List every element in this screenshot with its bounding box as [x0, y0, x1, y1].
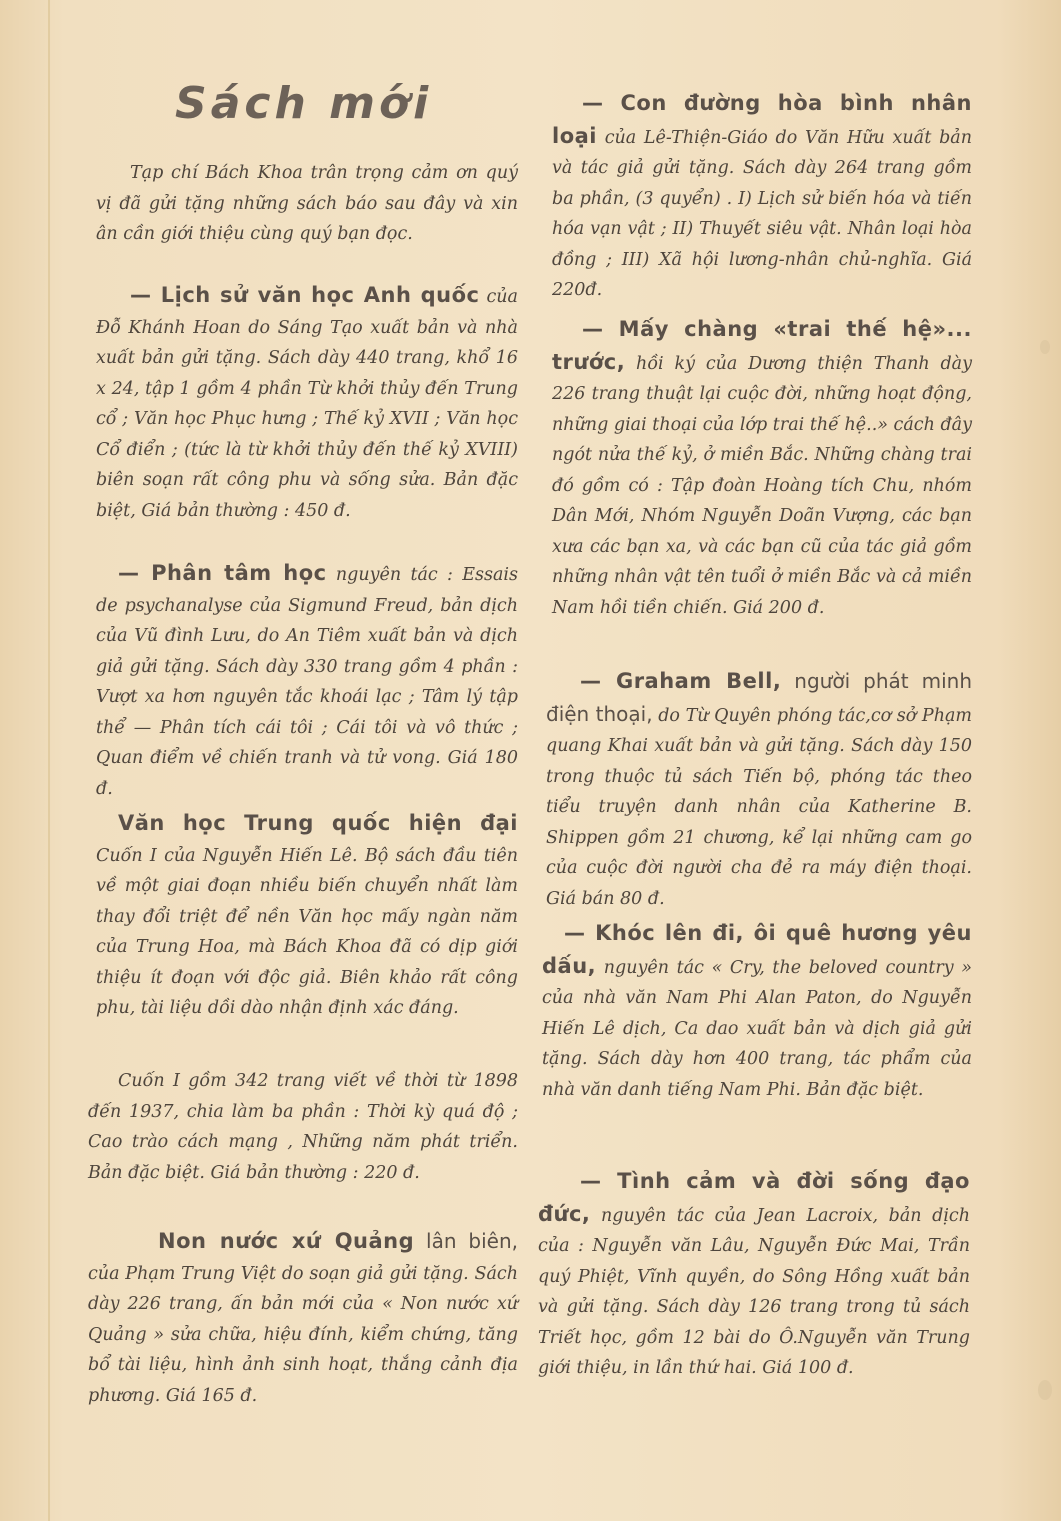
book-title: — Con đường hòa bình nhân loại — [552, 91, 972, 148]
book-description: nguyên tác của Jean Lacroix, bản dịch của : Nguyễn văn Lâu, Nguyễn Đức Mai, Trần quý Phiệt, Vĩnh quyền, do Sông Hồng xuất bản và gửi tặng. Sách dày 126 trang trong tủ sách Triết học, gồm 12 bài do Ô.Nguyễn văn Trung giới thiệu, in lần thứ hai. Giá 100 đ. — [538, 1205, 970, 1378]
book-description: của Đỗ Khánh Hoan do Sáng Tạo xuất bản và nhà xuất bản gửi tặng. Sách dày 440 trang, khổ 16 x 24, tập 1 gồm 4 phần Từ khởi thủy đến Trung cổ ; Văn học Phục hưng ; Thế kỷ XVII ; Văn học Cổ điển ; (tức là từ khởi thủy đến thế kỷ XVIII) biên soạn rất công phu và sống sửa. Bản đặc biệt, Giá bản thường : 450 đ. — [96, 287, 518, 521]
book-entry — [552, 88, 972, 306]
intro-text: Tạp chí Bách Khoa trân trọng cảm ơn quý vị đã gửi tặng những sách báo sau đây và xin ân cần giới thiệu cùng quý bạn đọc. — [96, 163, 518, 244]
book-description: do Từ Quyên phóng tác,cơ sở Phạm quang Khai xuất bản và gửi tặng. Sách dày 150 trong thuộc tủ sách Tiến bộ, phóng tác theo tiểu truyện danh nhân của Katherine B. Shippen gồm 21 chương, kể lại những cam go của cuộc đời người cha đẻ ra máy điện thoại. Giá bán 80 đ. — [546, 705, 972, 909]
page-fold-line — [48, 0, 50, 1521]
intro-paragraph — [96, 158, 518, 250]
book-entry — [96, 280, 518, 526]
book-description: Cuốn I gồm 342 trang viết về thời từ 1898 đến 1937, chia làm ba phần : Thời kỳ quá độ ; Cao trào cách mạng , Những năm phát triển. Bản đặc biệt. Giá bản thường : 220 đ. — [88, 1071, 518, 1183]
book-title: — Khóc lên đi, ôi quê hương yêu dấu, — [542, 921, 972, 978]
book-entry — [546, 666, 972, 914]
paper-stain — [1038, 1380, 1052, 1400]
paper-stain — [1040, 340, 1050, 354]
book-description: của Lê-Thiện-Giáo do Văn Hữu xuất bản và tác giả gửi tặng. Sách dày 264 trang gồm ba phần, (3 quyển) . I) Lịch sử biến hóa và tiến hóa vạn vật ; II) Thuyết siêu vật. Nhân loại hòa đồng ; III) Xã hội lương-nhân chủ-nghĩa. Giá 220đ. — [552, 127, 972, 300]
book-title: — Graham Bell, — [580, 669, 782, 693]
book-title: — Tình cảm và đời sống đạo đức, — [538, 1169, 970, 1226]
book-entry-continuation — [88, 1066, 518, 1188]
book-entry — [552, 314, 972, 623]
book-description: Cuốn I của Nguyễn Hiến Lê. Bộ sách đầu tiên về một giai đoạn nhiều biến chuyển nhất làm thay đổi triệt để nền Văn học mấy ngàn năm của Trung Hoa, mà Bách Khoa đã có dịp giới thiệu ít đoạn với độc giả. Biên khảo rất công phu, tài liệu dồi dào nhận định xác đáng. — [96, 845, 518, 1018]
page-title: Sách mới — [175, 78, 433, 129]
book-title: Non nước xứ Quảng — [158, 1229, 415, 1253]
book-subtitle: người phát minh điện thoại, — [546, 669, 972, 726]
book-entry — [96, 808, 518, 1024]
book-entry — [96, 558, 518, 804]
book-title: — Mấy chàng «trai thế hệ»... trước, — [552, 317, 972, 374]
book-entry — [542, 918, 972, 1105]
book-title: Văn học Trung quốc hiện đại — [118, 811, 518, 835]
book-description: hồi ký của Dương thiện Thanh dày 226 trang thuật lại cuộc đời, những hoạt động, những giai thoại của lớp trai thế hệ..» cách đây ngót nửa thế kỷ, ở miền Bắc. Những chàng trai đó gồm có : Tập đoàn Hoàng tích Chu, nhóm Dân Mới, Nhóm Nguyễn Doãn Vượng, các bạn xưa các bạn xa, và các bạn cũ của tác giả gồm những nhân vật tên tuổi ở miền Bắc và cả miền Nam hồi tiền chiến. Giá 200 đ. — [552, 353, 972, 618]
book-description: nguyên tác : Essais de psychanalyse của Sigmund Freud, bản dịch của Vũ đình Lưu, do An Tiêm xuất bản và dịch giả gửi tặng. Sách dày 330 trang gồm 4 phần : Vượt xa hơn nguyên tắc khoái lạc ; Tâm lý tập thể — Phân tích cái tôi ; Cái tôi và vô thức ; Quan điểm về chiến tranh và tử vong. Giá 180 đ. — [96, 565, 519, 799]
book-entry — [538, 1166, 970, 1384]
book-subtitle: lân biên, — [414, 1229, 518, 1253]
book-entry — [88, 1226, 518, 1411]
book-description: nguyên tác « Cry, the beloved country » của nhà văn Nam Phi Alan Paton, do Nguyễn Hiến Lê dịch, Ca dao xuất bản và dịch giả gửi tặng. Sách dày hơn 400 trang, tác phẩm của nhà văn danh tiếng Nam Phi. Bản đặc biệt. — [542, 957, 972, 1100]
book-title: — Lịch sử văn học Anh quốc — [130, 283, 480, 307]
book-title: — Phân tâm học — [118, 561, 327, 585]
book-description: của Phạm Trung Việt do soạn giả gửi tặng. Sách dày 226 trang, ấn bản mới của « Non nước xứ Quảng » sửa chữa, hiệu đính, kiểm chứng, tăng bổ tài liệu, hình ảnh sinh hoạt, thắng cảnh địa phương. Giá 165 đ. — [88, 1263, 518, 1406]
